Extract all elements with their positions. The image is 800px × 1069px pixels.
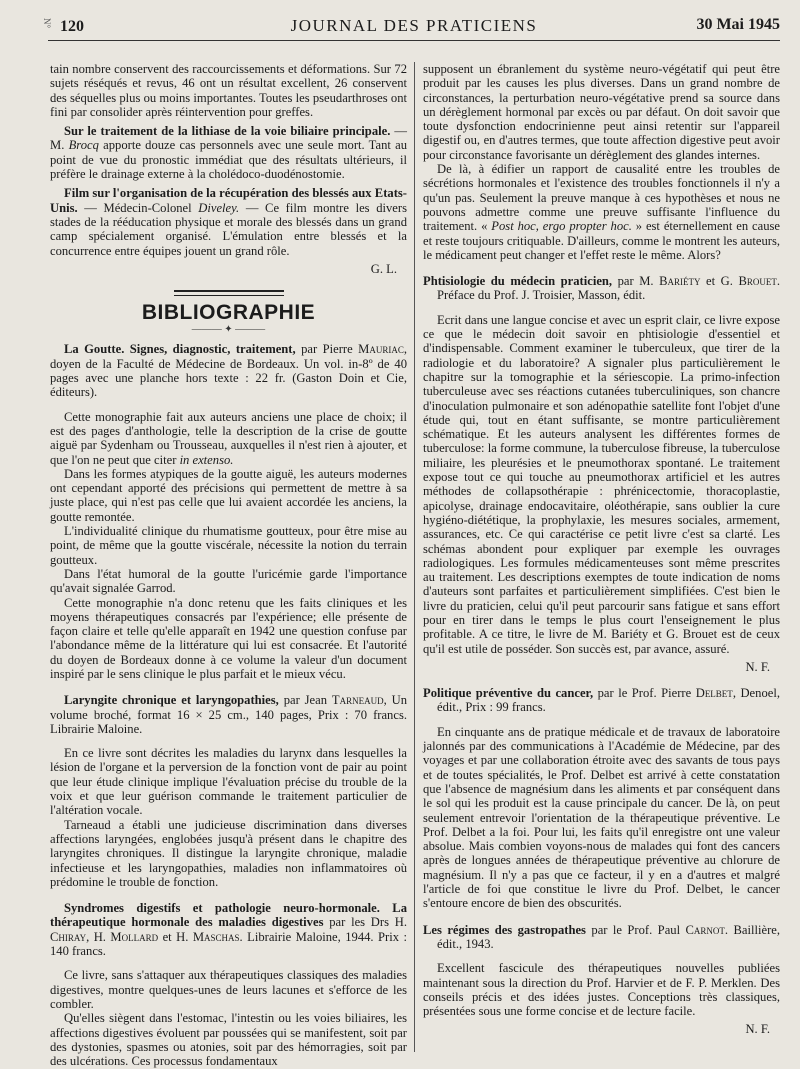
signature: N. F.: [745, 659, 770, 674]
author: Mollard: [110, 929, 159, 944]
page-header: [42, 14, 780, 41]
review-goutte-ref: La Goutte. Signes, diagnostic, traitement, par Pierre Mauriac, doyen de la Faculté de Médecine de Bordeaux. Un vol. in-8º de 40 pages avec une planche hors texte : 22 fr. (Gaston Doin et Cie, éditeurs).: [50, 342, 407, 400]
review-politique-ref: Politique préventive du cancer, par le Prof. Pierre Delbet, Denoel, édit., Prix : 99 francs.: [423, 686, 780, 715]
book-title: Syndromes digestifs et pathologie neuro-hormonale. La thérapeutique hormonale des maladies digestives: [50, 901, 407, 930]
author: Tarneaud: [331, 693, 384, 708]
paragraph: supposent un ébranlement du système neuro-végétatif qui peut être produit par les causes les plus diverses. Dans un grand nombre de circonstances, la perturbation neuro-végétative prend sa source dans un dérèglement hormonal par excès ou par défaut. On doit savoir que toute dysfonction endocrinienne peut ainsi retentir sur l'appareil digestif ou, en d'autres termes, que toute affection digestive peut avoir pour circonstance favorisante un dérèglement des glandes internes.: [423, 62, 780, 162]
paragraph: Dans les formes atypiques de la goutte aiguë, les auteurs modernes ont cependant apporté des précisions qui permettent de mettre à sa juste place, qui n'est pas celle que lui avaient accordée les anciens, la goutte remontée.: [50, 466, 407, 524]
margin-mark: N°: [42, 18, 52, 29]
section-heading: BIBLIOGRAPHIE: [141, 301, 316, 325]
paragraph: tain nombre conservent des raccourcissements et déformations. Sur 72 sujets réséqués et revus, 46 ont un résultat excellent, 26 conservent des séquelles plus ou moins importantes. Toutes les pseudarthroses ont fini par consolider après réintervention pour greffes.: [50, 62, 407, 119]
column-divider: [414, 62, 415, 1052]
author: Diveley.: [198, 200, 240, 215]
article-title: Sur le traitement de la lithiase de la voie biliaire principale.: [64, 124, 391, 139]
paragraph: Qu'elles siègent dans l'estomac, l'intestin ou les voies biliaires, les affections digestives évoluent par poussées qui se manifestent, soit par des dystonies, spasmes ou atonies, soit par des hémorragies, soit par des ulcérations. Ces processus fondamentaux: [50, 1011, 407, 1069]
paragraph: Cette monographie n'a donc retenu que les faits cliniques et les moyens thérapeutiques consacrés par l'expérience; elle présente de façon claire et telle qu'elle apparaît en 1942 une question confuse par l'abondance même de la littérature qui lui est consacrée. Et l'autorité du doyen de Bordeaux donne à ce volume la valeur d'un document inspiré par le sens clinique le plus parfait et le mieux vécu.: [50, 595, 407, 681]
paragraph: Ce livre, sans s'attaquer aux thérapeutiques classiques des maladies digestives, montre quelques-unes de leurs lacunes et s'efforce de les combler.: [50, 968, 407, 1011]
right-column: [423, 62, 780, 1054]
author: Chiray: [50, 929, 87, 944]
paragraph: En cinquante ans de pratique médicale et de travaux de laboratoire jalonnés par des communications à l'Académie de Médecine, par des voyages et par une collaboration étroite avec des savants de tous pays et de toutes spécialités, le Prof. Delbet est arrivé à cette constatation que l'absence de magnésium dans les aliments et par conséquent dans le sol qui les produit est la cause principale du cancer. De là, on peut seulement entrevoir l'orientation de la thérapeutique préventive. Le Prof. Delbet a la foi. Pour lui, les faits qu'il enregistre ont une valeur absolue. Mais combien voyons-nous de malades qui font des cancers après de longues années de thérapeutique préventive au chlorure de magnésium. Il n'y a pas que ce facteur, il y en a d'autres et malgré l'article de foi que constitue le livre du Prof. Delbet, le cancer s'entoure encore de bien des obscurités.: [423, 724, 780, 911]
book-title: Phtisiologie du médecin praticien,: [423, 274, 613, 289]
paragraph: Cette monographie fait aux auteurs anciens une place de choix; il est des pages d'anthologie, telle la description de la crise de goutte aiguë par Sydenham ou Trousseau, auxquelles il n'est rien à ajouter, et que l'on ne peut que citer in extenso.: [50, 409, 407, 467]
review-phtisiologie-ref: Phtisiologie du médecin praticien, par M. Bariéty et G. Brouet. Préface du Prof. J. Troisier, Masson, édit.: [423, 274, 780, 303]
author: Brocq: [68, 138, 99, 153]
author: Mauriac: [358, 342, 404, 357]
author: Bariéty: [659, 274, 701, 289]
journal-title: JOURNAL DES PRATICIENS: [290, 16, 538, 35]
review-syndromes-ref: Syndromes digestifs et pathologie neuro-hormonale. La thérapeutique hormonale des maladies digestives par les Drs H. Chiray, H. Mollard et H. Maschas. Librairie Maloine, 1944. Prix : 140 francs.: [50, 901, 407, 959]
article-title: Film sur l'organisation de la récupération des blessés aux Etats-Unis.: [50, 186, 407, 215]
article-film: Film sur l'organisation de la récupération des blessés aux Etats-Unis. — Médecin-Colonel Diveley. — Ce film montre les divers stades de la rééducation physique et morale des blessés dans un grand camp spécialement organisé. L'émulation entre blessés et la concurrence entre équipes jouent un grand rôle.: [50, 186, 407, 258]
author: Carnot: [685, 922, 725, 937]
paragraph: En ce livre sont décrites les maladies du larynx dans lesquelles la lésion de l'organe et la perversion de la fonction vont de pair au point que leur étude clinique implique l'évaluation précise du trouble de la voix et que leur guérison commande le traitement particulier de l'altération vocale.: [50, 746, 407, 818]
left-column: [50, 62, 407, 1069]
ornament-divider: ——— ✦ ———: [191, 324, 266, 336]
signature: N. F.: [745, 1022, 770, 1037]
article-lithiase: Sur le traitement de la lithiase de la voie biliaire principale. — M. Brocq apporte douze cas personnels avec une seule mort. Tant au point de vue du pronostic immédiat que des résultats ultérieurs, il préfère le drainage externe à la cholédoco-duodénostomie.: [50, 124, 407, 182]
issue-date: 30 Mai 1945: [696, 16, 780, 33]
author: Delbet: [695, 686, 733, 701]
paragraph: Ecrit dans une langue concise et avec un esprit clair, ce livre expose ce que le médecin doit savoir en phtisiologie d'essentiel et d'indispensable. Comment examiner le tuberculeux, que tirer de la radiologie et du laboratoire? A signaler plus particulièrement le chapitre sur la tomographie et la sériescopie. La primo-infection tuberculeuse avec ses réactions cutanées tuberculiniques, son chancre d'inoculation pulmonaire et son adénopathie satellite font l'objet d'une étude qui, tout en étant suffisante, se montre particulièrement schématique. Et les auteurs analysent les différentes formes de tuberculose: la forme commune, la tuberculose fibreuse, la tuberculose miliaire, les pleurésies et le pneumothorax spontané. Le traitement expose tout ce qui touche au pneumothorax artificiel et les autres méthodes de collapsothérapie : phrénicectomie, thoracoplastie, apicolyse, drainage endocavitaire, oléothérapie, sans oublier la cure hygiéno-diététique, la prophylaxie, les mesures sociales, armement, assurances, etc. Ce qui caractérise ce petit livre c'est sa clarté. Les schémas abondent pour expliquer par exemple les ouvrages radiologiques. Les formules médicamenteuses sont même prescrites au traitement. Les descriptions exemptes de toute indication de noms d'auteurs sont parfaites et particulièrement simplifiées. C'est bien le livre du praticien, celui qu'il peut parcourir sans fatigue et sans effort pour en tirer dans le temps le plus court l'enseignement le plus profitable. A ce titre, le livre de M. Bariéty et G. Brouet est de ceux qu'il est utile de posséder. Son succès est, par avance, assuré.: [423, 312, 780, 656]
paragraph: Dans l'état humoral de la goutte l'uricémie garde l'importance qu'avait signalée Garrod.: [50, 566, 407, 596]
paragraph: De là, à édifier un rapport de causalité entre les troubles de sécrétions hormonales et l'existence des troubles fonctionnels il n'y a qu'un pas. Seulement la preuve manque à ces hypothèses et nous ne pouvons admettre comme une preuve suffisante l'influence du traitement. « Post hoc, ergo propter hoc. » est éternellement en cause et reste toujours critiquable. D'ailleurs, comme le montrent les auteurs, le médicament peut changer et l'effet reste le même. Alors?: [423, 162, 780, 262]
book-title: Laryngite chronique et laryngopathies,: [64, 693, 279, 708]
author: Brouet: [738, 274, 777, 289]
book-title: Politique préventive du cancer,: [423, 686, 594, 701]
page-number: 120: [60, 18, 84, 35]
paragraph: Tarneaud a établi une judicieuse discrimination dans diverses affections laryngées, englobées jusqu'à présent dans le chapitre des laryngites chroniques. Il distingue la laryngite chronique, maladie infectieuse et les laryngopathies, maladies non inflammatoires où prédomine le trouble de fonction.: [50, 817, 407, 889]
signature: G. L.: [370, 261, 397, 276]
book-title: La Goutte. Signes, diagnostic, traitement,: [64, 342, 296, 357]
review-regimes-ref: Les régimes des gastropathes par le Prof. Paul Carnot. Baillière, édit., 1943.: [423, 922, 781, 951]
author: Maschas: [192, 929, 240, 944]
paragraph: Excellent fascicule des thérapeutiques nouvelles publiées maintenant sous la direction du Prof. Harvier et de F. P. Merklen. Des conseils précis et des idées justes. Conceptions très classiques, présentées sous une forme concise et de lecture facile.: [423, 961, 780, 1019]
book-title: Les régimes des gastropathes: [423, 922, 586, 937]
section-separator: [174, 290, 284, 296]
paragraph: L'individualité clinique du rhumatisme goutteux, pour être mise au point, de même que la goutte viscérale, nécessite la notion du terrain goutteux.: [50, 524, 407, 567]
review-laryngite-ref: Laryngite chronique et laryngopathies, par Jean Tarneaud, Un volume broché, format 16 × 25 cm., 140 pages, Prix : 70 francs. Librairie Maloine.: [50, 693, 407, 736]
